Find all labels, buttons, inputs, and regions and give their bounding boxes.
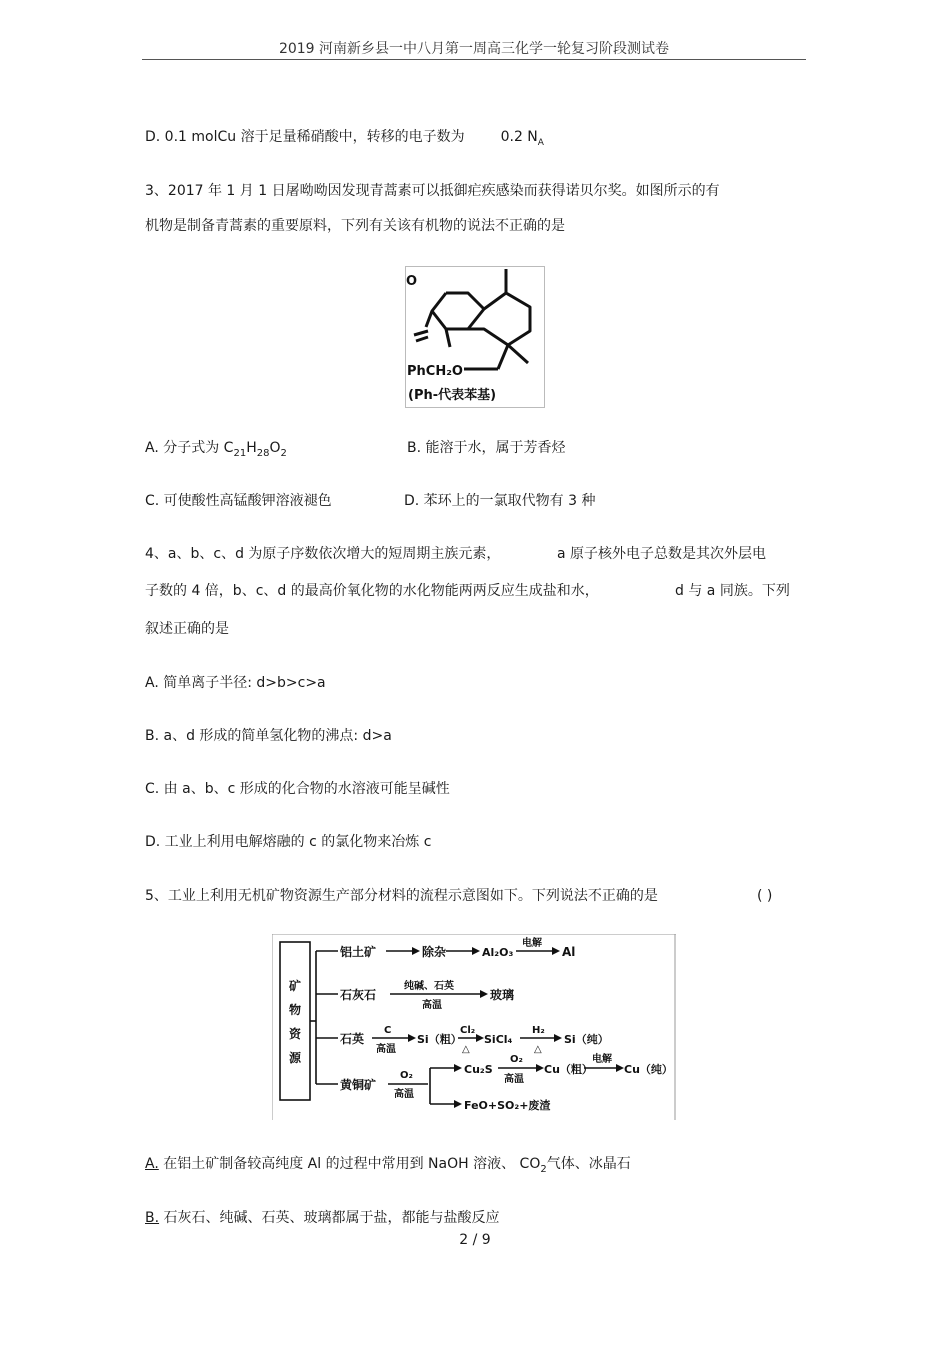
- q5-option-a-tail: 气体、冰晶石: [546, 1156, 631, 1172]
- r4-start: 黄铜矿: [340, 1078, 377, 1092]
- r1-end: Al: [562, 945, 576, 959]
- page-header: 2019 河南新乡县一中八月第一周高三化学一轮复习阶段测试卷: [278, 41, 670, 57]
- q5-stem: 5、工业上利用无机矿物资源生产部分材料的流程示意图如下。下列说法不正确的是: [145, 888, 658, 904]
- q4-option-c: C. 由 a、b、c 形成的化合物的水溶液可能呈碱性: [145, 781, 450, 797]
- q3-option-a-hn: 28: [256, 447, 270, 459]
- source-char-1: 矿: [289, 979, 302, 993]
- r3-c3-top: H₂: [532, 1025, 545, 1036]
- header-rule: [142, 59, 806, 60]
- r3-end: Si（纯）: [564, 1033, 609, 1046]
- q3-option-a: [145, 439, 287, 463]
- r4-cu-crude: Cu（粗）: [544, 1063, 593, 1076]
- r4-c3: 电解: [592, 1054, 612, 1065]
- r1-al2o3: Al₂O₃: [482, 946, 514, 959]
- q5-option-a-label: A.: [145, 1156, 159, 1172]
- r3-c2-bottom: △: [462, 1044, 470, 1055]
- r4-byproduct: FeO+SO₂+废渣: [464, 1099, 551, 1112]
- q5-option-a-sub: 2: [540, 1163, 547, 1175]
- q5-option-b-text: 石灰石、纯碱、石英、玻璃都属于盐，都能与盐酸反应: [159, 1210, 500, 1226]
- q2-option-d-sub: A: [537, 137, 544, 148]
- r3-c3-bottom: △: [534, 1044, 542, 1055]
- q3-structure-figure: [405, 266, 545, 408]
- q3-option-a-h: H: [246, 440, 257, 456]
- r3-start: 石英: [340, 1032, 365, 1046]
- r2-cond-top: 纯碱、石英: [404, 981, 454, 992]
- q5-option-b-label: B.: [145, 1210, 160, 1226]
- r4-c2-top: O₂: [510, 1054, 523, 1065]
- source-char-4: 源: [289, 1051, 302, 1065]
- r3-c1-bottom: 高温: [376, 1044, 396, 1055]
- r1-condition: 电解: [522, 938, 542, 949]
- q3-option-b: B. 能溶于水，属于芳香烃: [407, 440, 566, 456]
- q3-option-d: D. 苯环上的一氯取代物有 3 种: [404, 493, 596, 509]
- q4-stem-line1a: 4、a、b、c、d 为原子序数依次增大的短周期主族元素，: [145, 546, 501, 562]
- q5-flow-diagram: [272, 934, 676, 1120]
- q2-option-d-value: 0.2 N: [500, 129, 538, 145]
- r2-end: 玻璃: [490, 988, 515, 1002]
- carbonyl-o: O: [406, 274, 418, 289]
- r4-end: Cu（纯）: [624, 1063, 673, 1076]
- r3-sicl4: SiCl₄: [484, 1033, 513, 1046]
- q4-option-a: A. 简单离子半径: d>b>c>a: [145, 675, 326, 691]
- q4-stem-line1b: a 原子核外电子总数是其次外层电: [557, 546, 767, 562]
- q4-stem-line3: 叙述正确的是: [145, 621, 229, 637]
- q4-option-b: B. a、d 形成的简单氢化物的沸点: d>a: [145, 728, 392, 744]
- r4-c1-top: O₂: [400, 1070, 413, 1081]
- q4-stem-line2a: 子数的 4 倍，b、c、d 的最高价氧化物的水化物能两两反应生成盐和水，: [145, 583, 599, 599]
- q4-option-d: D. 工业上利用电解熔融的 c 的氯化物来冶炼 c: [145, 834, 432, 850]
- q3-option-a-prefix: A. 分子式为 C: [145, 440, 234, 456]
- figure-caption: (Ph-代表苯基): [408, 388, 497, 403]
- q2-option-d: [145, 128, 544, 152]
- molecule-diagram: [406, 267, 544, 407]
- phch2o-label: PhCH₂O: [407, 364, 463, 379]
- q3-option-a-c: 21: [233, 447, 247, 459]
- q3-stem-line1: 3、2017 年 1 月 1 日屠呦呦因发现青蒿素可以抵御疟疾感染而获得诺贝尔奖。如图所示的有: [145, 183, 720, 199]
- flow-chart-svg: [272, 934, 676, 1120]
- q5-option-b: [145, 1209, 500, 1227]
- r2-cond-bottom: 高温: [422, 1000, 442, 1011]
- r1-start: 铝土矿: [340, 945, 377, 959]
- q3-option-a-on: 2: [280, 447, 287, 459]
- r4-cu2s: Cu₂S: [464, 1063, 493, 1076]
- r4-c2-bottom: 高温: [504, 1074, 524, 1085]
- r3-si-crude: Si（粗）: [417, 1033, 462, 1046]
- r3-c2-top: Cl₂: [460, 1025, 476, 1036]
- source-char-3: 资: [289, 1027, 302, 1041]
- q4-stem-line2b: d 与 a 同族。下列: [675, 583, 790, 599]
- q2-option-d-text: D. 0.1 molCu 溶于足量稀硝酸中，转移的电子数为: [145, 129, 465, 145]
- source-char-2: 物: [289, 1003, 302, 1017]
- q3-stem-line2: 机物是制备青蒿素的重要原料，下列有关该有机物的说法不正确的是: [145, 218, 565, 234]
- q3-option-c: C. 可使酸性高锰酸钾溶液褪色: [145, 493, 332, 509]
- q5-option-a-text: 在铝土矿制备较高纯度 Al 的过程中常用到 NaOH 溶液、 CO: [158, 1156, 541, 1172]
- page-number: 2 / 9: [459, 1232, 491, 1248]
- r2-start: 石灰石: [340, 988, 377, 1002]
- r3-c1-top: C: [384, 1025, 392, 1036]
- q5-option-a: [145, 1155, 631, 1179]
- r4-c1-bottom: 高温: [394, 1089, 414, 1100]
- q3-option-a-o: O: [269, 440, 281, 456]
- r1-mid: 除杂: [422, 945, 447, 959]
- q5-answer-paren: ( ): [757, 888, 773, 904]
